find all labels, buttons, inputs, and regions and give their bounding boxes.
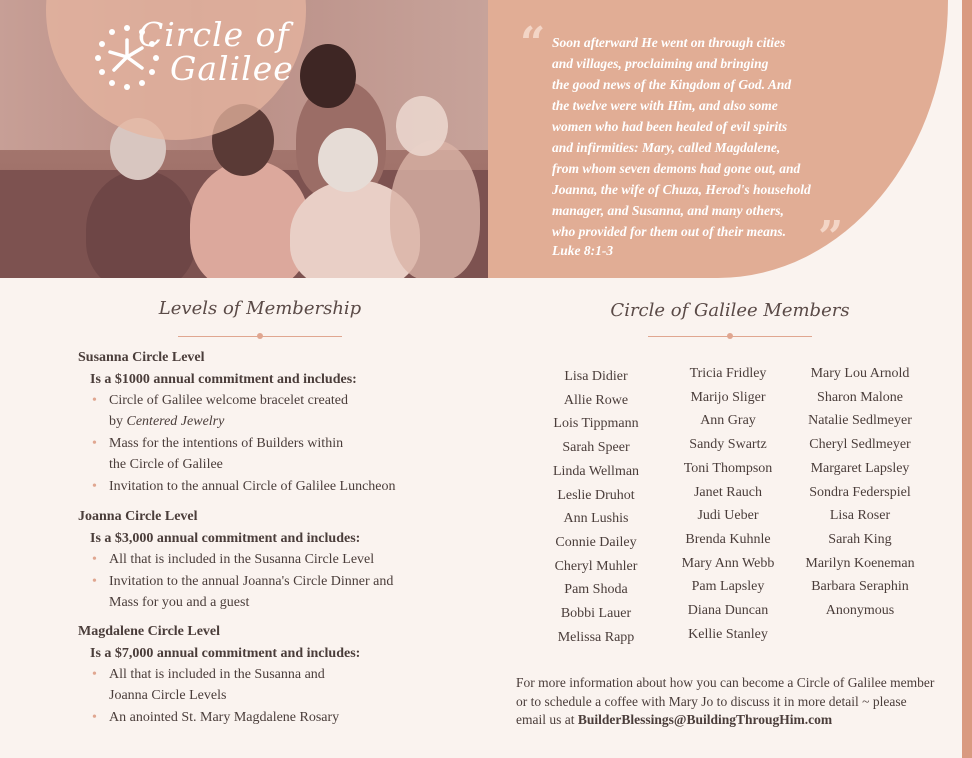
benefit-text: All that is included in the Susanna Circle Level bbox=[109, 551, 375, 567]
level-name: Magdalene Circle Level bbox=[78, 624, 221, 639]
benefit-item bbox=[92, 391, 478, 432]
members-column-3 bbox=[785, 362, 935, 623]
benefit-item bbox=[92, 477, 478, 498]
divider-dot bbox=[257, 333, 263, 339]
benefit-text: Invitation to the annual Circle of Galilee Luncheon bbox=[109, 479, 396, 494]
members-title: Circle of Galilee Members bbox=[610, 300, 850, 321]
benefit-text-continued: the Circle of Galilee bbox=[109, 456, 223, 472]
member-name: Anonymous bbox=[825, 603, 895, 619]
member-name: Cheryl Muhler bbox=[554, 558, 638, 574]
member-name: Mary Lou Arnold bbox=[810, 366, 910, 381]
logo-text bbox=[138, 15, 294, 88]
circle-of-galilee-logo bbox=[92, 16, 292, 96]
open-quote-icon: “ bbox=[520, 18, 546, 69]
benefit-text: Mass for the intentions of Builders within bbox=[109, 436, 344, 451]
member-name: Sharon Malone bbox=[817, 389, 903, 405]
member-name: Pam Shoda bbox=[564, 582, 628, 598]
logo-line-1: Circle of bbox=[138, 15, 290, 54]
member-name: Cheryl Sedlmeyer bbox=[809, 437, 911, 453]
membership-level bbox=[78, 621, 478, 729]
level-commitment: Is a $1000 annual commitment and includes: bbox=[90, 372, 357, 387]
member-name: Barbara Seraphin bbox=[811, 579, 909, 595]
contact-info-text: For more information about how you can become a Circle of Galilee member or to schedule a coffee with Mary Jo to discuss it in more detail ~ please email us at bbox=[516, 675, 935, 727]
close-quote-icon: ” bbox=[818, 212, 844, 263]
levels-divider bbox=[178, 336, 342, 337]
member-name: Melissa Rapp bbox=[557, 629, 635, 645]
member-name: Janet Rauch bbox=[693, 484, 763, 500]
member-name: Margaret Lapsley bbox=[810, 460, 910, 476]
levels-title: Levels of Membership bbox=[158, 298, 362, 319]
contact-info bbox=[516, 674, 936, 730]
benefit-text: All that is included in the Susanna and bbox=[109, 667, 325, 682]
benefit-item bbox=[92, 434, 478, 475]
member-name: Ann Gray bbox=[700, 413, 756, 429]
level-benefits bbox=[78, 550, 478, 614]
person-silhouette bbox=[390, 140, 480, 278]
member-name: Lisa Didier bbox=[564, 369, 628, 384]
benefit-item bbox=[92, 572, 478, 613]
member-name: Ann Lushis bbox=[563, 511, 629, 527]
scripture-reference: Luke 8:1-3 bbox=[552, 243, 614, 258]
benefit-text: An anointed St. Mary Magdalene Rosary bbox=[109, 710, 340, 725]
level-name: Susanna Circle Level bbox=[78, 350, 205, 365]
member-name: Mary Ann Webb bbox=[681, 555, 775, 571]
benefit-item bbox=[92, 665, 478, 706]
logo-line-2: Galilee bbox=[170, 49, 294, 88]
member-name: Natalie Sedlmeyer bbox=[808, 413, 912, 429]
person-head bbox=[318, 128, 378, 192]
jeweler-name: Centered Jewelry bbox=[126, 413, 225, 429]
member-name: Marijo Sliger bbox=[690, 389, 766, 405]
member-name: Sarah Speer bbox=[562, 440, 630, 456]
divider-dot bbox=[727, 333, 733, 339]
members-column-2 bbox=[653, 362, 803, 646]
member-name: Sondra Federspiel bbox=[809, 484, 911, 500]
member-name: Toni Thompson bbox=[683, 460, 773, 476]
member-name: Kellie Stanley bbox=[688, 626, 768, 642]
benefit-text-continued: by bbox=[109, 413, 127, 429]
levels-list bbox=[78, 347, 478, 737]
member-name: Connie Dailey bbox=[555, 534, 637, 550]
benefit-item bbox=[92, 550, 478, 571]
member-name: Sarah King bbox=[828, 531, 892, 547]
benefit-item bbox=[92, 708, 478, 729]
scripture-quote-text: Soon afterward He went on through cities and villages, proclaiming and bringing the good news of the Kingdom of God. And the twelve were with Him, and also some women who had been healed of evil spirits and infirmities: Mary, called Magdalene, from whom seven demons had gone out, and Joanna, the wife of Chuza, Herod's household manager, and Susanna, and many others, who provided for them out of their means. bbox=[552, 35, 811, 239]
member-name: Leslie Druhot bbox=[557, 487, 635, 503]
person-head bbox=[300, 44, 356, 108]
member-name: Lois Tippmann bbox=[553, 416, 639, 432]
page-edge-bar bbox=[962, 0, 972, 758]
member-name: Diana Duncan bbox=[687, 603, 769, 619]
member-name: Allie Rowe bbox=[563, 392, 629, 408]
membership-level bbox=[78, 347, 478, 498]
level-commitment: Is a $7,000 annual commitment and includes: bbox=[90, 646, 361, 661]
person-head bbox=[396, 96, 448, 156]
benefit-text: Circle of Galilee welcome bracelet created bbox=[109, 393, 349, 408]
contact-email: BuilderBlessings@BuildingThrougHim.com bbox=[577, 712, 833, 727]
benefit-text: Invitation to the annual Joanna's Circle Dinner and bbox=[109, 574, 394, 589]
members-divider bbox=[648, 336, 812, 337]
benefit-text-continued: Joanna Circle Levels bbox=[109, 687, 227, 703]
member-name: Judi Ueber bbox=[697, 508, 759, 524]
member-name: Tricia Fridley bbox=[689, 366, 767, 381]
member-name: Brenda Kuhnle bbox=[685, 531, 771, 547]
level-benefits bbox=[78, 665, 478, 729]
level-benefits bbox=[78, 391, 478, 498]
benefit-text-continued: Mass for you and a guest bbox=[109, 594, 250, 610]
membership-level bbox=[78, 506, 478, 614]
person-silhouette bbox=[86, 170, 196, 278]
level-commitment: Is a $3,000 annual commitment and includes: bbox=[90, 530, 361, 546]
member-name: Linda Wellman bbox=[552, 463, 640, 479]
level-name: Joanna Circle Level bbox=[78, 508, 198, 524]
member-name: Marilyn Koeneman bbox=[805, 555, 915, 571]
members-column-1 bbox=[521, 365, 671, 649]
member-name: Bobbi Lauer bbox=[560, 606, 632, 622]
member-name: Pam Lapsley bbox=[691, 579, 765, 595]
member-name: Sandy Swartz bbox=[689, 437, 767, 453]
member-name: Lisa Roser bbox=[829, 508, 891, 524]
